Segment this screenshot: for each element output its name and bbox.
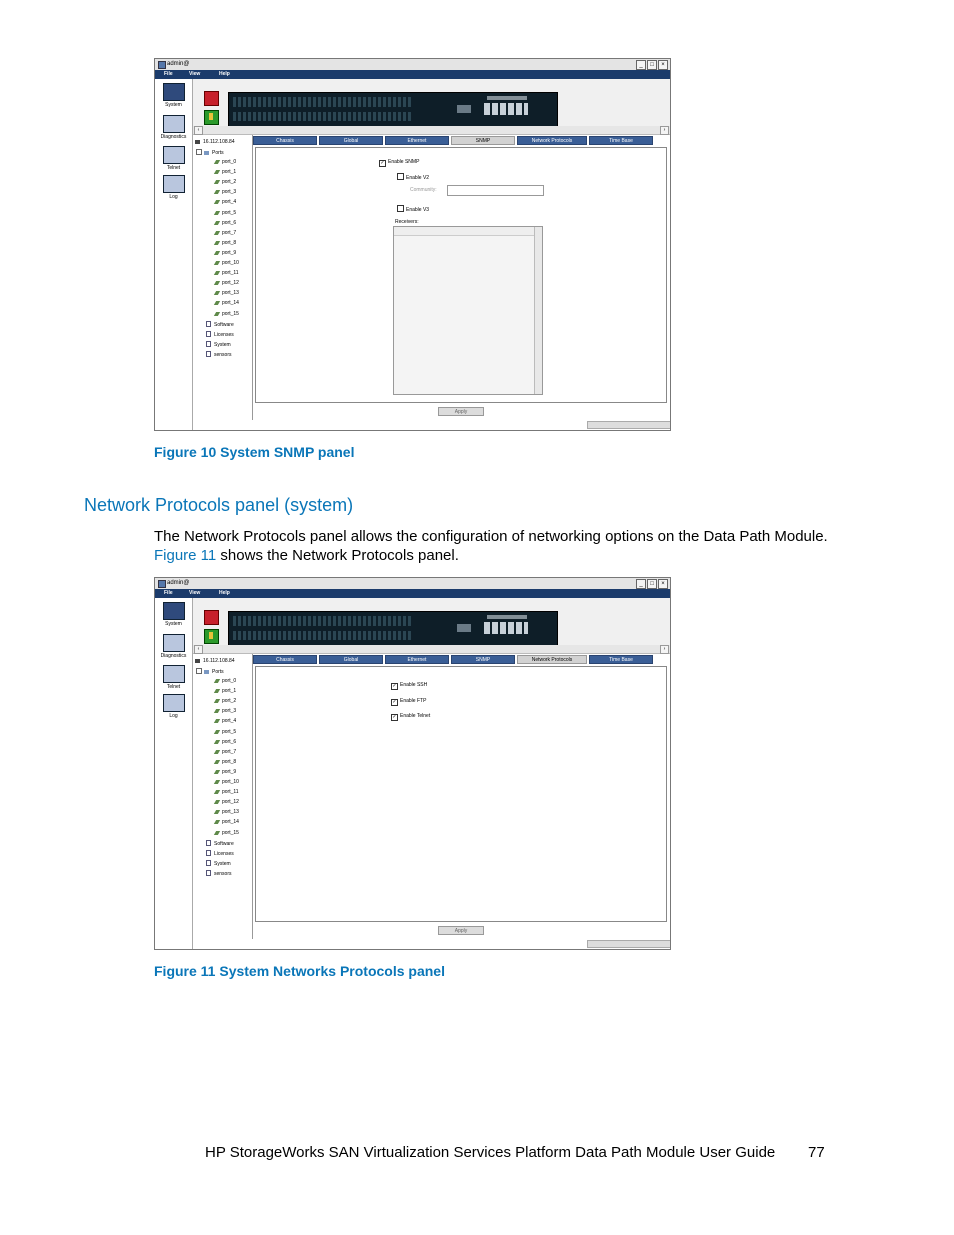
tree-port-item[interactable]: port_2 xyxy=(215,698,236,704)
download-icon[interactable] xyxy=(204,110,219,125)
minimize-icon[interactable]: _ xyxy=(636,579,646,589)
tree-port-item[interactable]: port_14 xyxy=(215,819,239,825)
tree-doc-item[interactable]: Licenses xyxy=(206,850,234,857)
tree-port-item[interactable]: port_2 xyxy=(215,179,236,185)
port-icon xyxy=(214,231,220,235)
nav-diagnostics[interactable]: Diagnostics xyxy=(157,634,190,659)
community-input[interactable] xyxy=(447,185,544,196)
port-icon xyxy=(214,271,220,275)
enable-snmp-checkbox[interactable]: ✓ Enable SNMP xyxy=(380,159,420,166)
close-icon[interactable]: × xyxy=(658,60,668,70)
port-icon xyxy=(214,200,220,204)
tree-port-item[interactable]: port_8 xyxy=(215,240,236,246)
nav-log[interactable]: Log xyxy=(157,694,190,719)
tree-port-item[interactable]: port_7 xyxy=(215,230,236,236)
tree-port-item[interactable]: port_11 xyxy=(215,789,239,795)
tree-port-item[interactable]: port_4 xyxy=(215,718,236,724)
maximize-icon[interactable]: □ xyxy=(647,60,657,70)
close-icon[interactable]: × xyxy=(658,579,668,589)
port-icon xyxy=(214,820,220,824)
port-icon xyxy=(214,211,220,215)
port-icon xyxy=(214,709,220,713)
tree-port-item[interactable]: port_9 xyxy=(215,250,236,256)
tab-global[interactable]: Global xyxy=(319,136,383,145)
tree-doc-item[interactable]: sensors xyxy=(206,870,232,877)
port-icon xyxy=(214,679,220,683)
receivers-label: Receivers: xyxy=(395,219,419,225)
port-icon xyxy=(214,780,220,784)
port-icon xyxy=(214,800,220,804)
figure-11-link[interactable]: Figure 11 xyxy=(154,547,217,564)
port-icon xyxy=(214,170,220,174)
minimize-icon[interactable]: _ xyxy=(636,60,646,70)
tree-port-item[interactable]: port_12 xyxy=(215,799,239,805)
device-tree xyxy=(193,135,253,420)
telnet-icon xyxy=(163,146,185,164)
horizontal-scroll[interactable] xyxy=(193,645,670,654)
apply-button[interactable]: Apply xyxy=(438,407,484,416)
app-icon xyxy=(158,580,166,588)
document-icon xyxy=(206,860,211,866)
window-title: admin@ xyxy=(167,61,190,67)
stop-icon[interactable] xyxy=(204,610,219,625)
tree-port-item[interactable]: port_3 xyxy=(215,708,236,714)
port-icon xyxy=(214,699,220,703)
maximize-icon[interactable]: □ xyxy=(647,579,657,589)
download-icon[interactable] xyxy=(204,629,219,644)
tree-port-item[interactable]: port_13 xyxy=(215,290,239,296)
figure-10-caption: Figure 10 System SNMP panel xyxy=(154,444,355,460)
port-icon xyxy=(214,750,220,754)
apply-button[interactable]: Apply xyxy=(438,926,484,935)
port-icon xyxy=(214,301,220,305)
nav-system[interactable]: System xyxy=(157,602,190,627)
tree-port-item[interactable]: port_1 xyxy=(215,688,236,694)
nav-diagnostics[interactable]: Diagnostics xyxy=(157,115,190,140)
port-icon xyxy=(214,160,220,164)
document-icon xyxy=(206,341,211,347)
menu-view[interactable]: View xyxy=(189,590,201,596)
tab-ethernet[interactable]: Ethernet xyxy=(385,655,449,664)
tree-port-item[interactable]: port_5 xyxy=(215,729,236,735)
tree-ports[interactable]: Ports xyxy=(196,668,224,675)
folder-icon xyxy=(204,151,209,155)
collapse-icon[interactable] xyxy=(196,149,202,155)
tab-global[interactable]: Global xyxy=(319,655,383,664)
chassis-image xyxy=(228,92,558,127)
tree-root[interactable]: 16.112.108.84 xyxy=(195,658,235,664)
tree-port-item[interactable]: port_8 xyxy=(215,759,236,765)
computer-icon xyxy=(195,659,200,663)
tree-port-item[interactable]: port_6 xyxy=(215,220,236,226)
checkmark-icon: ✓ xyxy=(392,699,397,705)
tree-port-item[interactable]: port_15 xyxy=(215,830,239,836)
tree-doc-item[interactable]: Software xyxy=(206,321,234,328)
document-icon xyxy=(206,331,211,337)
scroll-right-icon[interactable]: › xyxy=(660,645,669,654)
tab-chassis[interactable]: Chassis xyxy=(253,655,317,664)
tree-doc-item[interactable]: Software xyxy=(206,840,234,847)
port-icon xyxy=(214,740,220,744)
tree-port-item[interactable]: port_0 xyxy=(215,159,236,165)
menu-bar xyxy=(155,70,670,79)
tree-port-item[interactable]: port_10 xyxy=(215,260,239,266)
left-nav xyxy=(155,79,193,430)
enable-v2-checkbox[interactable]: Enable V2 xyxy=(397,173,429,181)
scroll-right-icon[interactable]: › xyxy=(660,126,669,135)
system-icon xyxy=(163,602,185,620)
log-icon xyxy=(163,694,185,712)
tab-bar xyxy=(253,136,653,146)
tree-root[interactable]: 16.112.108.84 xyxy=(195,139,235,145)
folder-icon xyxy=(204,670,209,674)
checkmark-icon: ✓ xyxy=(392,714,397,720)
tab-chassis[interactable]: Chassis xyxy=(253,136,317,145)
tree-doc-item[interactable]: sensors xyxy=(206,351,232,358)
footer-title: HP StorageWorks SAN Virtualization Services Platform Data Path Module User Guide xyxy=(205,1144,776,1161)
paragraph-line-1: The Network Protocols panel allows the configuration of networking options on the Data Path Module. xyxy=(154,528,828,545)
port-icon xyxy=(214,180,220,184)
enable-telnet-checkbox[interactable]: ✓ Enable Telnet xyxy=(392,713,431,720)
device-tree xyxy=(193,654,253,939)
document-icon xyxy=(206,351,211,357)
port-icon xyxy=(214,291,220,295)
tab-network-protocols[interactable]: Network Protocols xyxy=(517,136,587,145)
tab-network-protocols[interactable]: Network Protocols xyxy=(517,655,587,664)
scroll-left-icon[interactable]: ‹ xyxy=(194,126,203,135)
community-label: Community: xyxy=(410,187,437,193)
tree-port-item[interactable]: port_1 xyxy=(215,169,236,175)
port-icon xyxy=(214,719,220,723)
tree-port-item[interactable]: port_4 xyxy=(215,199,236,205)
port-icon xyxy=(214,190,220,194)
checkmark-icon: ✓ xyxy=(380,160,385,166)
document-icon xyxy=(206,850,211,856)
receivers-scrollbar[interactable] xyxy=(534,227,542,394)
network-protocols-panel-screenshot xyxy=(154,577,671,950)
diagnostics-icon xyxy=(163,634,185,652)
tree-doc-item[interactable]: Licenses xyxy=(206,331,234,338)
nav-telnet[interactable]: Telnet xyxy=(157,665,190,690)
menu-help[interactable]: Help xyxy=(219,71,230,77)
horizontal-scroll[interactable] xyxy=(193,126,670,135)
collapse-icon[interactable] xyxy=(196,668,202,674)
status-bar xyxy=(587,421,671,429)
port-icon xyxy=(214,312,220,316)
tree-port-item[interactable]: port_7 xyxy=(215,749,236,755)
chassis-image xyxy=(228,611,558,646)
telnet-icon xyxy=(163,665,185,683)
tree-port-item[interactable]: port_9 xyxy=(215,769,236,775)
tree-doc-item[interactable]: System xyxy=(206,860,231,867)
menu-bar xyxy=(155,589,670,598)
left-nav xyxy=(155,598,193,949)
enable-ssh-checkbox[interactable]: ✓ Enable SSH xyxy=(392,682,428,689)
port-icon xyxy=(214,689,220,693)
tree-port-item[interactable]: port_3 xyxy=(215,189,236,195)
tab-time-base[interactable]: Time Base xyxy=(589,136,653,145)
menu-help[interactable]: Help xyxy=(219,590,230,596)
section-heading: Network Protocols panel (system) xyxy=(84,495,354,515)
document-icon xyxy=(206,840,211,846)
status-bar xyxy=(587,940,671,948)
tab-ethernet[interactable]: Ethernet xyxy=(385,136,449,145)
port-icon xyxy=(214,831,220,835)
network-protocols-settings-panel xyxy=(255,666,667,922)
tree-port-item[interactable]: port_11 xyxy=(215,270,239,276)
computer-icon xyxy=(195,140,200,144)
port-icon xyxy=(214,770,220,774)
scroll-left-icon[interactable]: ‹ xyxy=(194,645,203,654)
tree-doc-item[interactable]: System xyxy=(206,341,231,348)
receivers-list[interactable] xyxy=(393,226,543,395)
app-icon xyxy=(158,61,166,69)
stop-icon[interactable] xyxy=(204,91,219,106)
diagnostics-icon xyxy=(163,115,185,133)
tree-port-item[interactable]: port_15 xyxy=(215,311,239,317)
tree-port-item[interactable]: port_0 xyxy=(215,678,236,684)
system-icon xyxy=(163,83,185,101)
document-icon xyxy=(206,870,211,876)
nav-log[interactable]: Log xyxy=(157,175,190,200)
port-icon xyxy=(214,241,220,245)
nav-telnet[interactable]: Telnet xyxy=(157,146,190,171)
log-icon xyxy=(163,175,185,193)
figure-11-caption: Figure 11 System Networks Protocols panel xyxy=(154,963,445,979)
tree-ports[interactable]: Ports xyxy=(196,149,224,156)
paragraph-line-2: Figure 11 shows the Network Protocols panel. xyxy=(154,547,459,564)
port-icon xyxy=(214,730,220,734)
tree-port-item[interactable]: port_13 xyxy=(215,809,239,815)
tree-port-item[interactable]: port_14 xyxy=(215,300,239,306)
port-icon xyxy=(214,810,220,814)
window-title: admin@ xyxy=(167,580,190,586)
menu-file[interactable]: File xyxy=(164,71,173,77)
tab-snmp[interactable]: SNMP xyxy=(451,655,515,664)
tree-port-item[interactable]: port_5 xyxy=(215,210,236,216)
document-icon xyxy=(206,321,211,327)
page-number: 77 xyxy=(808,1144,825,1161)
enable-v3-checkbox[interactable]: Enable V3 xyxy=(397,205,429,213)
port-icon xyxy=(214,760,220,764)
tree-port-item[interactable]: port_10 xyxy=(215,779,239,785)
checkmark-icon: ✓ xyxy=(392,683,397,689)
tab-snmp[interactable]: SNMP xyxy=(451,136,515,145)
port-icon xyxy=(214,251,220,255)
menu-view[interactable]: View xyxy=(189,71,201,77)
tree-port-item[interactable]: port_12 xyxy=(215,280,239,286)
port-icon xyxy=(214,790,220,794)
tab-time-base[interactable]: Time Base xyxy=(589,655,653,664)
port-icon xyxy=(214,221,220,225)
tab-bar xyxy=(253,655,653,665)
port-icon xyxy=(214,281,220,285)
snmp-panel-screenshot xyxy=(154,58,671,431)
tree-port-item[interactable]: port_6 xyxy=(215,739,236,745)
port-icon xyxy=(214,261,220,265)
enable-ftp-checkbox[interactable]: ✓ Enable FTP xyxy=(392,698,427,705)
nav-system[interactable]: System xyxy=(157,83,190,108)
menu-file[interactable]: File xyxy=(164,590,173,596)
